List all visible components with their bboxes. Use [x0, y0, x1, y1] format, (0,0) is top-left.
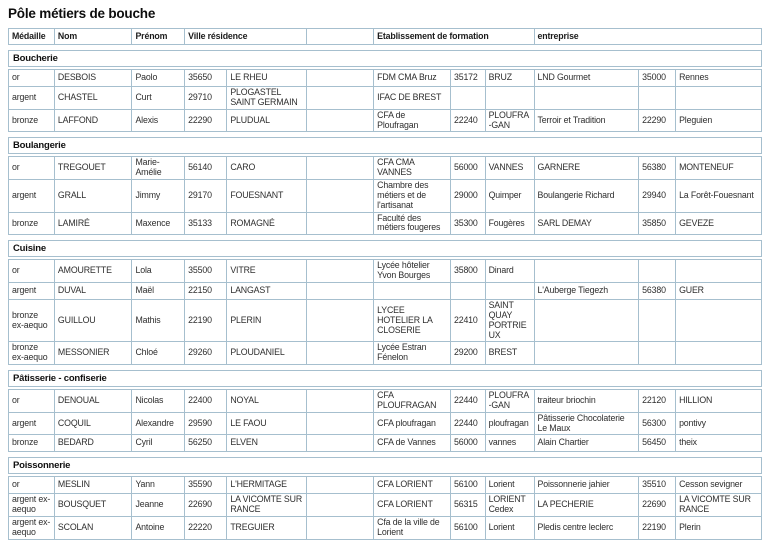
spacer-cell: [307, 517, 374, 540]
cell-etab-cp: 56000: [450, 435, 485, 452]
header-ville-residence: Ville résidence: [185, 29, 307, 45]
table-row: [9, 282, 762, 299]
cell-ent-cp: 22290: [639, 109, 676, 132]
cell-prenom: Paolo: [132, 70, 185, 87]
cell-entreprise: Terroir et Tradition: [534, 109, 639, 132]
cell-res-ville: VITRE: [227, 260, 307, 283]
spacer-cell: [307, 390, 374, 413]
cell-nom: TREGOUET: [54, 157, 132, 180]
cell-etablissement: Chambre des métiers et de l'artisanat: [374, 180, 451, 213]
spacer-cell: [307, 282, 374, 299]
table-row: [9, 87, 762, 110]
cell-nom: BOUSQUET: [54, 494, 132, 517]
cell-ent-ville: Rennes: [676, 70, 762, 87]
cell-res-ville: TREGUIER: [227, 517, 307, 540]
cell-medaille: argent: [9, 87, 55, 110]
cell-nom: MESLIN: [54, 477, 132, 494]
cell-res-cp: 29710: [185, 87, 227, 110]
cell-nom: COQUIL: [54, 412, 132, 435]
cell-etab-ville: Lorient: [485, 517, 534, 540]
cell-etab-cp: 29000: [450, 180, 485, 213]
spacer-cell: [307, 212, 374, 235]
cell-entreprise: LND Gourmet: [534, 70, 639, 87]
section-boucherie: [8, 50, 762, 132]
cell-etab-ville: Lorient: [485, 477, 534, 494]
cell-ent-ville: Pleguien: [676, 109, 762, 132]
cell-etab-cp: 22440: [450, 390, 485, 413]
cell-etab-cp: 22440: [450, 412, 485, 435]
cell-medaille: bronze ex-aequo: [9, 299, 55, 341]
cell-etablissement: Cfa de la ville de Lorient: [374, 517, 451, 540]
cell-res-ville: PLERIN: [227, 299, 307, 341]
spacer-cell: [307, 87, 374, 110]
cell-prenom: Maël: [132, 282, 185, 299]
cell-ent-ville: theix: [676, 435, 762, 452]
cell-entreprise: traiteur briochin: [534, 390, 639, 413]
cell-entreprise: Poissonnerie jahier: [534, 477, 639, 494]
cell-res-cp: 29260: [185, 342, 227, 365]
cell-res-cp: 22190: [185, 299, 227, 341]
cell-etab-cp: 56100: [450, 477, 485, 494]
cell-medaille: or: [9, 390, 55, 413]
table-row: [9, 109, 762, 132]
cell-etab-cp: 56000: [450, 157, 485, 180]
section-title-cuisine: Cuisine: [8, 240, 762, 257]
cell-nom: CHASTEL: [54, 87, 132, 110]
table-row: [9, 412, 762, 435]
cell-ent-cp: [639, 342, 676, 365]
section-table-boulangerie: [8, 156, 762, 235]
cell-entreprise: Alain Chartier: [534, 435, 639, 452]
section-title-patisserie-confiserie: Pâtisserie - confiserie: [8, 370, 762, 387]
cell-nom: DESBOIS: [54, 70, 132, 87]
cell-etablissement: CFA LORIENT: [374, 477, 451, 494]
cell-nom: BEDARD: [54, 435, 132, 452]
spacer-cell: [307, 180, 374, 213]
cell-ent-cp: 56450: [639, 435, 676, 452]
table-row: [9, 212, 762, 235]
cell-etablissement: CFA PLOUFRAGAN: [374, 390, 451, 413]
header-spacer: [307, 29, 374, 45]
section-poissonnerie: [8, 457, 762, 539]
cell-entreprise: L'Auberge Tiegezh: [534, 282, 639, 299]
section-table-boucherie: [8, 69, 762, 132]
cell-res-ville: LE RHEU: [227, 70, 307, 87]
section-patisserie-confiserie: [8, 370, 762, 452]
cell-ent-cp: 35850: [639, 212, 676, 235]
cell-nom: SCOLAN: [54, 517, 132, 540]
cell-res-ville: L'HERMITAGE: [227, 477, 307, 494]
cell-medaille: argent ex-aequo: [9, 517, 55, 540]
cell-prenom: Jimmy: [132, 180, 185, 213]
cell-res-cp: 22690: [185, 494, 227, 517]
table-row: [9, 390, 762, 413]
cell-res-ville: FOUESNANT: [227, 180, 307, 213]
cell-etablissement: IFAC DE BREST: [374, 87, 451, 110]
cell-res-cp: 35133: [185, 212, 227, 235]
cell-etablissement: Faculté des métiers fougeres: [374, 212, 451, 235]
cell-medaille: argent: [9, 412, 55, 435]
cell-etablissement: FDM CMA Bruz: [374, 70, 451, 87]
spacer-cell: [307, 299, 374, 341]
spacer-cell: [307, 477, 374, 494]
cell-res-cp: 22150: [185, 282, 227, 299]
cell-medaille: bronze: [9, 435, 55, 452]
cell-etablissement: Lycée hôtelier Yvon Bourges: [374, 260, 451, 283]
cell-ent-ville: [676, 299, 762, 341]
cell-ent-cp: [639, 260, 676, 283]
cell-prenom: Jeanne: [132, 494, 185, 517]
cell-entreprise: [534, 299, 639, 341]
section-title-boucherie: Boucherie: [8, 50, 762, 67]
header-etablissement: Etablissement de formation: [374, 29, 534, 45]
cell-etab-ville: VANNES: [485, 157, 534, 180]
table-row: [9, 494, 762, 517]
header-entreprise: entreprise: [534, 29, 761, 45]
cell-res-ville: ELVEN: [227, 435, 307, 452]
spacer-cell: [307, 109, 374, 132]
header-table: [8, 28, 762, 45]
cell-etab-ville: PLOUFRA-GAN: [485, 390, 534, 413]
cell-res-cp: 35500: [185, 260, 227, 283]
cell-etablissement: CFA CMA VANNES: [374, 157, 451, 180]
cell-ent-ville: Plerin: [676, 517, 762, 540]
cell-res-ville: PLUDUAL: [227, 109, 307, 132]
cell-etab-cp: 29200: [450, 342, 485, 365]
cell-res-cp: 22220: [185, 517, 227, 540]
header-medaille: Médaille: [9, 29, 55, 45]
cell-prenom: Marie-Amélie: [132, 157, 185, 180]
section-table-cuisine: [8, 259, 762, 365]
cell-entreprise: Boulangerie Richard: [534, 180, 639, 213]
table-row: [9, 342, 762, 365]
spacer-cell: [307, 412, 374, 435]
cell-entreprise: GARNERE: [534, 157, 639, 180]
cell-entreprise: LA PECHERIE: [534, 494, 639, 517]
cell-res-cp: 35650: [185, 70, 227, 87]
cell-etablissement: CFA de Ploufragan: [374, 109, 451, 132]
cell-nom: DUVAL: [54, 282, 132, 299]
header-nom: Nom: [54, 29, 132, 45]
cell-etab-ville: ploufragan: [485, 412, 534, 435]
cell-ent-ville: [676, 342, 762, 365]
cell-nom: GRALL: [54, 180, 132, 213]
cell-prenom: Maxence: [132, 212, 185, 235]
cell-res-ville: LE FAOU: [227, 412, 307, 435]
cell-ent-ville: pontivy: [676, 412, 762, 435]
table-row: [9, 180, 762, 213]
cell-prenom: Antoine: [132, 517, 185, 540]
cell-ent-cp: 22690: [639, 494, 676, 517]
cell-ent-ville: GEVEZE: [676, 212, 762, 235]
table-row: [9, 517, 762, 540]
cell-res-ville: ROMAGNÉ: [227, 212, 307, 235]
cell-nom: LAFFOND: [54, 109, 132, 132]
cell-prenom: Curt: [132, 87, 185, 110]
cell-etab-ville: BREST: [485, 342, 534, 365]
cell-etab-ville: Quimper: [485, 180, 534, 213]
cell-ent-ville: Cesson sevigner: [676, 477, 762, 494]
cell-ent-cp: 22190: [639, 517, 676, 540]
cell-nom: GUILLOU: [54, 299, 132, 341]
cell-ent-ville: LA VICOMTE SUR RANCE: [676, 494, 762, 517]
header-prenom: Prénom: [132, 29, 185, 45]
spacer-cell: [307, 157, 374, 180]
table-row: [9, 299, 762, 341]
cell-res-cp: 29170: [185, 180, 227, 213]
spacer-cell: [307, 494, 374, 517]
cell-etab-cp: 56100: [450, 517, 485, 540]
section-title-poissonnerie: Poissonnerie: [8, 457, 762, 474]
cell-prenom: Yann: [132, 477, 185, 494]
section-cuisine: [8, 240, 762, 365]
cell-etablissement: [374, 282, 451, 299]
cell-res-cp: 22290: [185, 109, 227, 132]
cell-etab-ville: BRUZ: [485, 70, 534, 87]
header-row: [9, 29, 762, 45]
cell-etab-cp: [450, 87, 485, 110]
cell-etab-cp: [450, 282, 485, 299]
cell-etab-cp: 22240: [450, 109, 485, 132]
cell-etab-cp: 35172: [450, 70, 485, 87]
spacer-cell: [307, 342, 374, 365]
cell-medaille: or: [9, 70, 55, 87]
cell-etab-ville: LORIENT Cedex: [485, 494, 534, 517]
cell-etab-ville: [485, 282, 534, 299]
cell-etab-ville: [485, 87, 534, 110]
cell-etablissement: CFA de Vannes: [374, 435, 451, 452]
cell-res-ville: CARO: [227, 157, 307, 180]
cell-etablissement: LYCEE HOTELIER LA CLOSERIE: [374, 299, 451, 341]
cell-ent-cp: [639, 299, 676, 341]
cell-res-ville: LANGAST: [227, 282, 307, 299]
cell-res-cp: 29590: [185, 412, 227, 435]
cell-ent-ville: La Forêt-Fouesnant: [676, 180, 762, 213]
cell-ent-cp: 56300: [639, 412, 676, 435]
cell-medaille: or: [9, 157, 55, 180]
cell-etablissement: CFA LORIENT: [374, 494, 451, 517]
cell-res-ville: PLOUDANIEL: [227, 342, 307, 365]
table-header: [8, 28, 762, 45]
cell-res-cp: 56140: [185, 157, 227, 180]
cell-medaille: argent ex-aequo: [9, 494, 55, 517]
cell-res-ville: PLOGASTEL SAINT GERMAIN: [227, 87, 307, 110]
cell-etab-ville: vannes: [485, 435, 534, 452]
cell-ent-ville: [676, 87, 762, 110]
cell-entreprise: [534, 87, 639, 110]
spacer-cell: [307, 435, 374, 452]
cell-etab-cp: 35300: [450, 212, 485, 235]
cell-nom: LAMIRÉ: [54, 212, 132, 235]
page-title: Pôle métiers de bouche: [8, 6, 156, 21]
cell-ent-cp: 56380: [639, 282, 676, 299]
table-row: [9, 477, 762, 494]
cell-ent-cp: 22120: [639, 390, 676, 413]
cell-medaille: or: [9, 477, 55, 494]
cell-etab-cp: 56315: [450, 494, 485, 517]
cell-res-ville: NOYAL: [227, 390, 307, 413]
table-row: [9, 435, 762, 452]
cell-prenom: Alexandre: [132, 412, 185, 435]
cell-entreprise: Pledis centre leclerc: [534, 517, 639, 540]
cell-prenom: Mathis: [132, 299, 185, 341]
table-row: [9, 260, 762, 283]
cell-etablissement: CFA ploufragan: [374, 412, 451, 435]
cell-nom: DENOUAL: [54, 390, 132, 413]
cell-ent-cp: 35000: [639, 70, 676, 87]
cell-res-cp: 22400: [185, 390, 227, 413]
cell-entreprise: Pâtisserie Chocolaterie Le Maux: [534, 412, 639, 435]
cell-ent-cp: 56380: [639, 157, 676, 180]
cell-ent-cp: 29940: [639, 180, 676, 213]
cell-etab-cp: 22410: [450, 299, 485, 341]
cell-entreprise: [534, 260, 639, 283]
cell-medaille: bronze: [9, 109, 55, 132]
cell-ent-cp: [639, 87, 676, 110]
cell-etablissement: Lycée Estran Fénelon: [374, 342, 451, 365]
cell-medaille: or: [9, 260, 55, 283]
section-table-patisserie-confiserie: [8, 389, 762, 452]
cell-entreprise: [534, 342, 639, 365]
spacer-cell: [307, 70, 374, 87]
cell-etab-ville: Fougères: [485, 212, 534, 235]
cell-nom: AMOURETTE: [54, 260, 132, 283]
cell-ent-cp: 35510: [639, 477, 676, 494]
cell-etab-ville: PLOUFRA-GAN: [485, 109, 534, 132]
table-row: [9, 157, 762, 180]
cell-res-cp: 56250: [185, 435, 227, 452]
cell-ent-ville: HILLION: [676, 390, 762, 413]
cell-ent-ville: GUER: [676, 282, 762, 299]
section-title-boulangerie: Boulangerie: [8, 137, 762, 154]
cell-etab-ville: Dinard: [485, 260, 534, 283]
cell-medaille: argent: [9, 180, 55, 213]
section-table-poissonnerie: [8, 476, 762, 539]
table-row: [9, 70, 762, 87]
cell-nom: MESSONIER: [54, 342, 132, 365]
cell-etab-ville: SAINT QUAY PORTRIEUX: [485, 299, 534, 341]
cell-etab-cp: 35800: [450, 260, 485, 283]
cell-medaille: bronze: [9, 212, 55, 235]
cell-prenom: Cyril: [132, 435, 185, 452]
cell-prenom: Alexis: [132, 109, 185, 132]
cell-res-cp: 35590: [185, 477, 227, 494]
cell-ent-ville: MONTENEUF: [676, 157, 762, 180]
cell-res-ville: LA VICOMTE SUR RANCE: [227, 494, 307, 517]
cell-entreprise: SARL DEMAY: [534, 212, 639, 235]
spacer-cell: [307, 260, 374, 283]
cell-prenom: Chloé: [132, 342, 185, 365]
cell-ent-ville: [676, 260, 762, 283]
cell-medaille: bronze ex-aequo: [9, 342, 55, 365]
cell-prenom: Nicolas: [132, 390, 185, 413]
section-boulangerie: [8, 137, 762, 235]
cell-medaille: argent: [9, 282, 55, 299]
cell-prenom: Lola: [132, 260, 185, 283]
